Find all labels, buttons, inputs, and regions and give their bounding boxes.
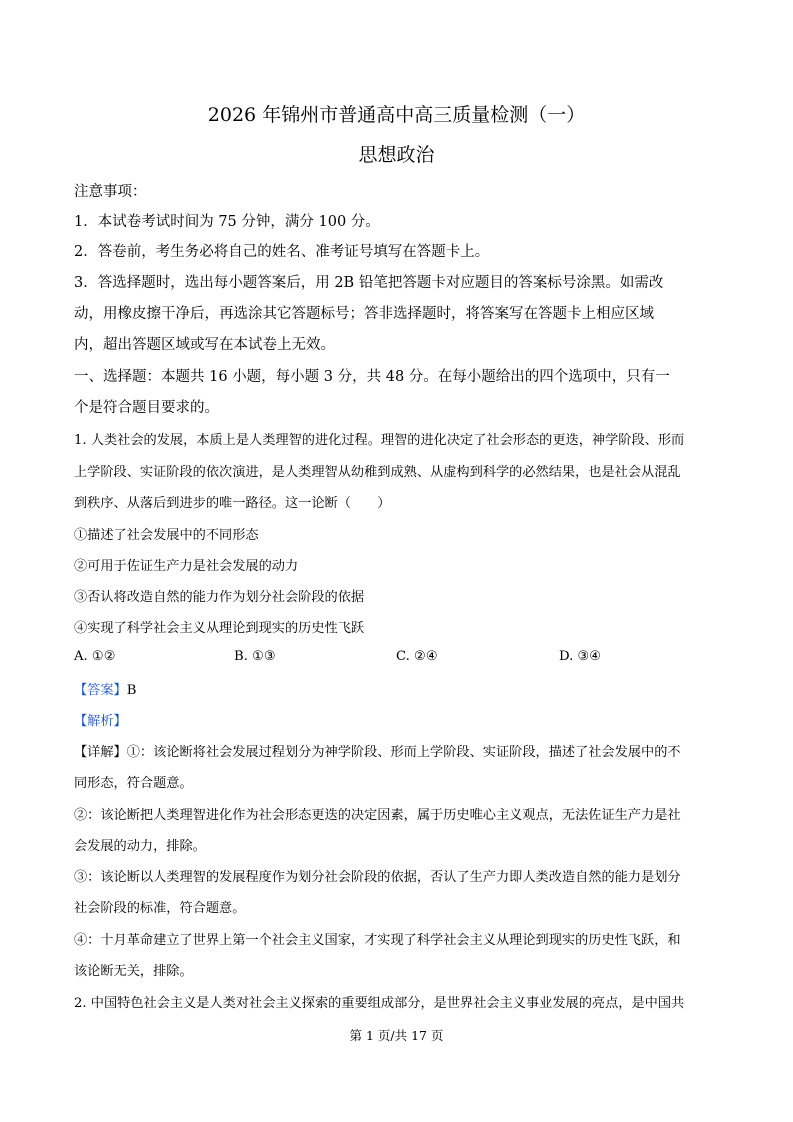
notice-heading: 注意事项： bbox=[74, 184, 147, 200]
detail-line: 该论断无关，排除。 bbox=[74, 964, 193, 979]
statement-1: ①描述了社会发展中的不同形态 bbox=[74, 528, 259, 543]
detail-line: 会发展的动力，排除。 bbox=[74, 839, 206, 854]
detail-text: ①：该论断将社会发展过程划分为神学阶段、形而上学阶段、实证阶段，描述了社会发展中的不 bbox=[126, 745, 681, 760]
statement-4: ④实现了科学社会主义从理论到现实的历史性飞跃 bbox=[74, 621, 365, 636]
notice-item: 动，用橡皮擦干净后，再选涂其它答题标号；答非选择题时，将答案写在答题卡上相应区域 bbox=[74, 306, 654, 322]
notice-item: 2．答卷前，考生务必将自己的姓名、准考证号填写在答题卡上。 bbox=[74, 244, 490, 260]
detail-line: ④：十月革命建立了世界上第一个社会主义国家，才实现了科学社会主义从理论到现实的历史性飞跃，和 bbox=[74, 933, 681, 948]
notice-item: 3．答选择题时，选出每小题答案后，用 2B 铅笔把答题卡对应题目的答案标号涂黑。如需改 bbox=[74, 275, 664, 291]
detail-line: ③：该论断以人类理智的发展程度作为划分社会阶段的依据，否认了生产力即人类改造自然的能力是划分 bbox=[74, 870, 681, 885]
detail-line: 同形态，符合题意。 bbox=[74, 776, 193, 791]
subject-title: 思想政治 bbox=[358, 144, 435, 166]
exam-title: 2026 年锦州市普通高中高三质量检测（一） bbox=[207, 104, 586, 126]
answer-value: B bbox=[126, 683, 137, 698]
answer-tag: 【答案】 bbox=[74, 683, 127, 698]
section-heading-cont: 个是符合题目要求的。 bbox=[74, 400, 219, 416]
question-1-stem: 到秩序、从落后到进步的唯一路径。这一论断（ ） bbox=[74, 496, 391, 511]
option-a: A. ①② bbox=[74, 649, 116, 664]
option-d: D. ③④ bbox=[559, 649, 602, 664]
analysis-tag: 【解析】 bbox=[74, 714, 127, 729]
page-footer: 第 1 页/共 17 页 bbox=[349, 1028, 444, 1043]
detail-line: ②：该论断把人类理智进化作为社会形态更迭的决定因素，属于历史唯心主义观点，无法佐证生产力是社 bbox=[74, 808, 681, 823]
option-b: B. ①③ bbox=[234, 649, 276, 664]
detail-line: 社会阶段的标准，符合题意。 bbox=[74, 901, 246, 916]
statement-2: ②可用于佐证生产力是社会发展的动力 bbox=[74, 559, 299, 574]
question-2-stem: 2. 中国特色社会主义是人类对社会主义探索的重要组成部分，是世界社会主义事业发展的亮点，是中国共 bbox=[74, 996, 685, 1011]
question-1-stem: 上学阶段、实证阶段的依次演进，是人类理智从幼稚到成熟、从虚构到科学的必然结果，也是社会从混乱 bbox=[74, 465, 681, 480]
option-c: C. ②④ bbox=[396, 649, 438, 664]
notice-item: 1．本试卷考试时间为 75 分钟，满分 100 分。 bbox=[74, 214, 380, 230]
question-1-stem: 1. 人类社会的发展，本质上是人类理智的进化过程。理智的进化决定了社会形态的更迭，神学阶段、形而 bbox=[74, 433, 685, 448]
notice-item: 内，超出答题区域或写在本试卷上无效。 bbox=[74, 337, 335, 353]
detail-tag: 【详解】 bbox=[74, 745, 127, 760]
answer-line bbox=[74, 679, 728, 698]
statement-3: ③否认将改造自然的能力作为划分社会阶段的依据 bbox=[74, 590, 365, 605]
detail-line bbox=[74, 741, 728, 760]
section-heading: 一、选择题：本题共 16 小题，每小题 3 分，共 48 分。在每小题给出的四个选项中，只有一 bbox=[74, 369, 670, 385]
